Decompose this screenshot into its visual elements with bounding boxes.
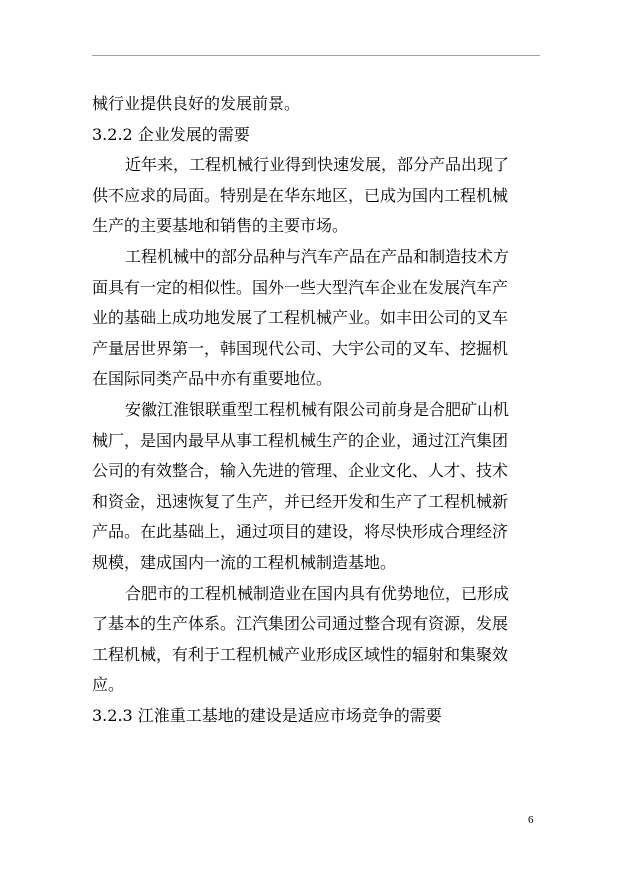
header-rule <box>92 55 540 56</box>
text-line: 应。 <box>92 675 125 695</box>
text-line: 规模，建成国内一流的工程机械制造基地。 <box>92 552 397 572</box>
section-heading-3-2-2: 3.2.2 企业发展的需要 <box>92 124 250 144</box>
page-number: 6 <box>528 814 534 826</box>
section-heading-3-2-3: 3.2.3 江淮重工基地的建设是适应市场竞争的需要 <box>92 705 442 725</box>
text-line: 产品。在此基础上，通过项目的建设，将尽快形成合理经济 <box>92 522 509 542</box>
text-line: 械厂，是国内最早从事工程机械生产的企业，通过江汽集团 <box>92 430 509 450</box>
text-line: 产量居世界第一，韩国现代公司、大宇公司的叉车、挖掘机 <box>92 338 509 358</box>
text-line: 生产的主要基地和销售的主要市场。 <box>92 216 349 236</box>
page-body <box>92 89 540 731</box>
text-line: 公司的有效整合，输入先进的管理、企业文化、人才、技术 <box>92 461 509 481</box>
text-line: 了基本的生产体系。江汽集团公司通过整合现有资源，发展 <box>92 614 509 634</box>
text-line: 安徽江淮银联重型工程机械有限公司前身是合肥矿山机 <box>125 399 510 419</box>
text-line: 和资金，迅速恢复了生产，并已经开发和生产了工程机械新 <box>92 491 509 511</box>
text-line: 工程机械，有利于工程机械产业形成区域性的辐射和集聚效 <box>92 644 509 664</box>
text-line: 面具有一定的相似性。国外一些大型汽车企业在发展汽车产 <box>92 277 509 297</box>
text-line: 业的基础上成功地发展了工程机械产业。如丰田公司的叉车 <box>92 308 509 328</box>
text-line: 在国际同类产品中亦有重要地位。 <box>92 369 333 389</box>
text-line: 近年来，工程机械行业得到快速发展，部分产品出现了 <box>125 155 510 175</box>
text-line: 工程机械中的部分品种与汽车产品在产品和制造技术方 <box>125 246 510 266</box>
text-line: 供不应求的局面。特别是在华东地区，已成为国内工程机械 <box>92 185 509 205</box>
text-line: 械行业提供良好的发展前景。 <box>92 94 301 113</box>
text-line: 合肥市的工程机械制造业在国内具有优势地位，已形成 <box>125 583 510 603</box>
